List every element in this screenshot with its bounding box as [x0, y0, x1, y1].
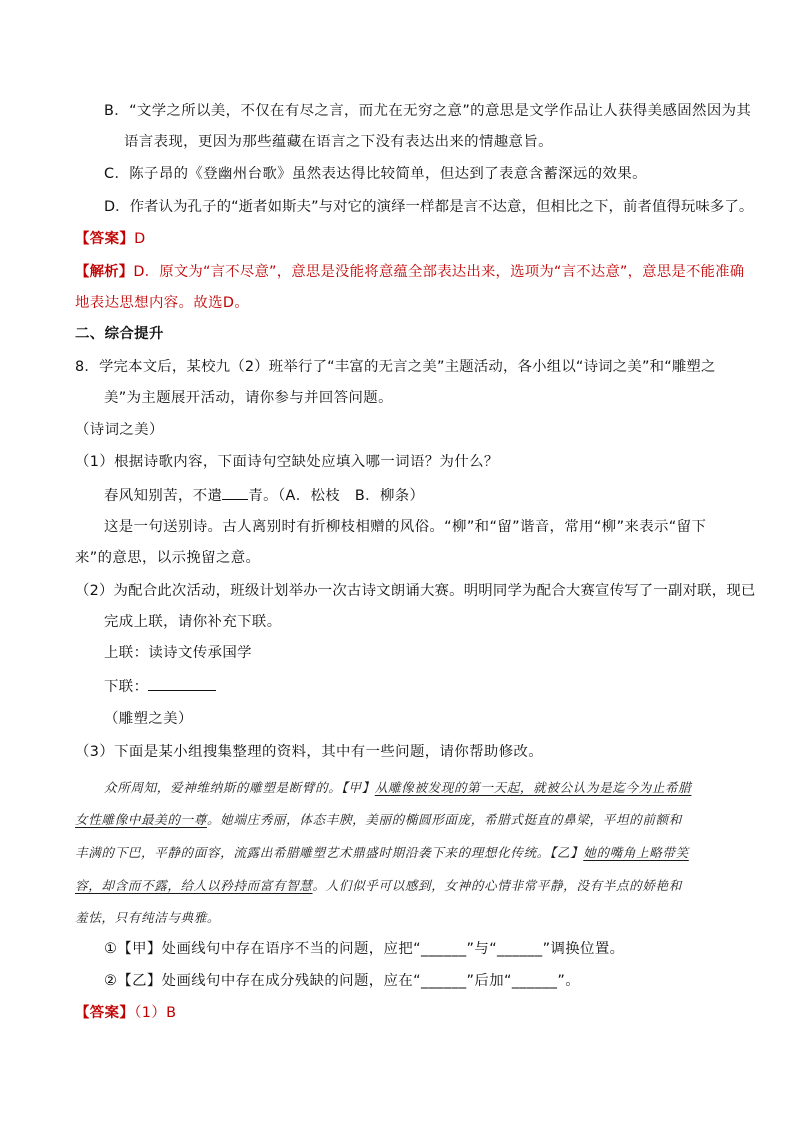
- lower-couplet: [104, 676, 216, 697]
- analysis-7-line2: 地表达思想内容。故选D。: [75, 295, 250, 311]
- section-title: 二、综合提升: [75, 326, 164, 342]
- underlined-sentence-yi-end: 容，却含而不露，给人以矜持而富有智慧: [75, 878, 313, 893]
- sculpture-label: （雕塑之美）: [104, 711, 193, 727]
- option-c: C．陈子昂的《登幽州台歌》虽然表达得比较简单，但达到了表意含蓄深远的效果。: [104, 166, 647, 182]
- p2-line2: 完成上联，请你补充下联。: [104, 614, 282, 630]
- sub-question-1: ①【甲】处画线句中存在语序不当的问题，应把“______”与“______”调换位置。: [104, 941, 625, 957]
- answer-7: [75, 229, 146, 249]
- p1-poem: [104, 485, 424, 506]
- answer-8: [75, 1003, 176, 1023]
- answer-tag: 【答案】: [75, 1005, 135, 1021]
- option-d: D．作者认为孔子的“逝者如斯夫”与对它的演绎一样都是言不达意，但相比之下，前者值得玩味多了。: [104, 199, 754, 215]
- marker-jia: 【甲】: [341, 780, 375, 795]
- q8-line2: 美”为主题展开活动，请你参与并回答问题。: [104, 390, 393, 406]
- passage-text: 众所周知，爱神维纳斯的雕塑是断臂的。: [104, 780, 342, 795]
- passage-text: 。人们似乎可以感到，女神的心情非常平静，没有半点的娇艳和: [312, 878, 682, 893]
- poem-after: 青。（A．松枝 B．柳条）: [248, 488, 425, 504]
- p2-line1: （2）为配合此次活动，班级计划举办一次古诗文朗诵大赛。明明同学为配合大赛宣传写了一副对联，现已: [75, 583, 756, 599]
- p1-expl-line1: 这是一句送别诗。古人离别时有折柳枝相赠的风俗。“柳”和“留”谐音，常用“柳”来表示“留下: [104, 519, 707, 535]
- passage-text: 。她端庄秀丽，体态丰腴，美丽的椭圆形面庞，希腊式挺直的鼻梁，平坦的前额和: [206, 812, 682, 827]
- option-b-line1: B．“文学之所以美，不仅在有尽之言，而尤在无穷之意”的意思是文学作品让人获得美感固然因为其: [104, 103, 752, 119]
- answer-value: （1）B: [134, 1005, 177, 1021]
- passage-line3: [75, 843, 689, 863]
- passage-text: 丰满的下巴，平静的面容，流露出希腊雕塑艺术鼎盛时期沿袭下来的理想化传统。: [75, 845, 550, 860]
- q8-line1: 8．学完本文后，某校九（2）班举行了“丰富的无言之美”主题活动，各小组以“诗词之美”和“雕塑之: [75, 359, 716, 375]
- p3-question: （3）下面是某小组搜集整理的资料，其中有一些问题，请你帮助修改。: [75, 744, 544, 760]
- couplet-blank: [148, 676, 216, 691]
- analysis-text: D．原文为“言不尽意”，意思是没能将意蕴全部表达出来，选项为“言不达意”，意思是不能准确: [133, 264, 745, 280]
- passage-line1: [104, 778, 691, 798]
- marker-yi: 【乙】: [549, 845, 584, 860]
- passage-line5: 羞怯，只有纯洁与典雅。: [75, 910, 221, 925]
- underlined-sentence-jia: 从雕像被发现的第一天起，就被公认为是迄今为止希腊: [374, 780, 692, 795]
- analysis-tag: 【解析】: [75, 264, 134, 280]
- sub-question-2: ②【乙】处画线句中存在成分残缺的问题，应在“______”后加“______”。: [104, 973, 581, 989]
- passage-line2: [75, 810, 682, 830]
- upper-couplet: 上联：读诗文传承国学: [104, 645, 252, 661]
- underlined-sentence-jia-end: 女性雕像中最美的一尊: [75, 812, 207, 827]
- answer-tag: 【答案】: [75, 231, 135, 247]
- poem-before: 春风知别苦，不遣: [104, 488, 223, 504]
- option-b-line2: 语言表现，更因为那些蕴藏在语言之下没有表达出来的情趣意旨。: [124, 134, 553, 150]
- p1-question: （1）根据诗歌内容，下面诗句空缺处应填入哪一词语？为什么？: [75, 454, 499, 470]
- poem-blank: [222, 485, 248, 500]
- underlined-sentence-yi: 她的嘴角上略带笑: [583, 845, 689, 860]
- lower-couplet-label: 下联：: [104, 679, 149, 695]
- answer-value: D: [134, 231, 146, 247]
- poetry-label: （诗词之美）: [75, 422, 164, 438]
- passage-line4: [75, 876, 682, 896]
- p1-expl-line2: 来”的意思，以示挽留之意。: [75, 550, 261, 566]
- analysis-7-line1: [75, 262, 744, 282]
